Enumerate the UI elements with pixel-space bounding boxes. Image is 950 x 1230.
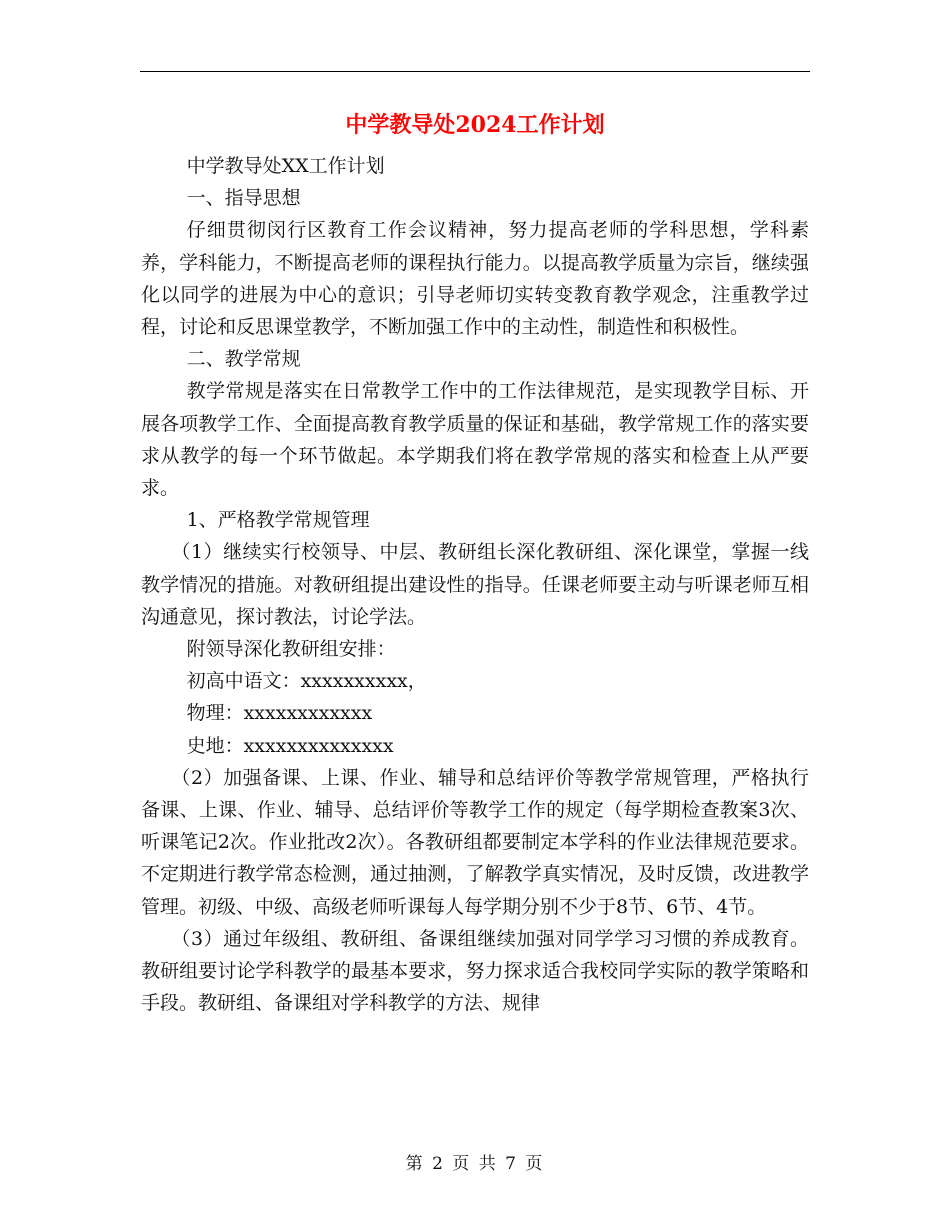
paragraph-arrangement-chinese: 初高中语文：xxxxxxxxxx， [186,670,427,693]
section-heading-guiding-ideas: 一、指导思想 [186,187,301,210]
document-body [141,150,809,1019]
page-number-footer: 第 2 页 共 7 页 [405,1154,545,1174]
paragraph-arrangement-physics: 物理：xxxxxxxxxxxx [186,702,373,725]
header-rule [140,71,810,72]
paragraph-arrangement-history-geography: 史地：xxxxxxxxxxxxxx [186,734,394,757]
paragraph-subtitle: 中学教导处XX工作计划 [186,155,385,177]
paragraph-teaching-routine: 教学常规是落实在日常教学工作中的工作法律规范，是实现教学目标、开展各项教学工作、全面提高教育教学质量的保证和基础，教学常规工作的落实要求从教学的每一个环节做起。本学期我们将在教学常规的落实和检查上从严要求。 [141,380,809,500]
section-heading-teaching-routine: 二、教学常规 [186,348,301,371]
subsection-heading-routine-management: 1、严格教学常规管理 [186,509,370,532]
paragraph-item-2: （2）加强备课、上课、作业、辅导和总结评价等教学常规管理，严格执行备课、上课、作业、辅导、总结评价等教学工作的规定（每学期检查教案3次、听课笔记2次。作业批改2次）。各教研组都要制定本学科的作业法律规范要求。不定期进行教学常态检测，通过抽测，了解教学真实情况，及时反馈，改进教学管理。初级、中级、高级老师听课每人每学期分别不少于8节、6节、4节。 [141,766,809,918]
paragraph-arrangement-heading: 附领导深化教研组安排： [186,638,396,661]
document-title: 中学教导处2024工作计划 [345,112,605,138]
paragraph-guiding-ideas: 仔细贯彻闵行区教育工作会议精神，努力提高老师的学科思想，学科素养，学科能力，不断提高老师的课程执行能力。以提高教学质量为宗旨，继续强化以同学的进展为中心的意识；引导老师切实转变教育教学观念，注重教学过程，讨论和反思课堂教学，不断加强工作中的主动性，制造性和积极性。 [141,219,809,339]
paragraph-item-3: （3）通过年级组、教研组、备课组继续加强对同学学习习惯的养成教育。教研组要讨论学科教学的最基本要求，努力探求适合我校同学实际的教学策略和手段。教研组、备课组对学科教学的方法、规律 [141,927,809,1015]
paragraph-item-1: （1）继续实行校领导、中层、教研组长深化教研组、深化课堂，掌握一线教学情况的措施。对教研组提出建设性的指导。任课老师要主动与听课老师互相沟通意见，探讨教法，讨论学法。 [141,541,809,628]
